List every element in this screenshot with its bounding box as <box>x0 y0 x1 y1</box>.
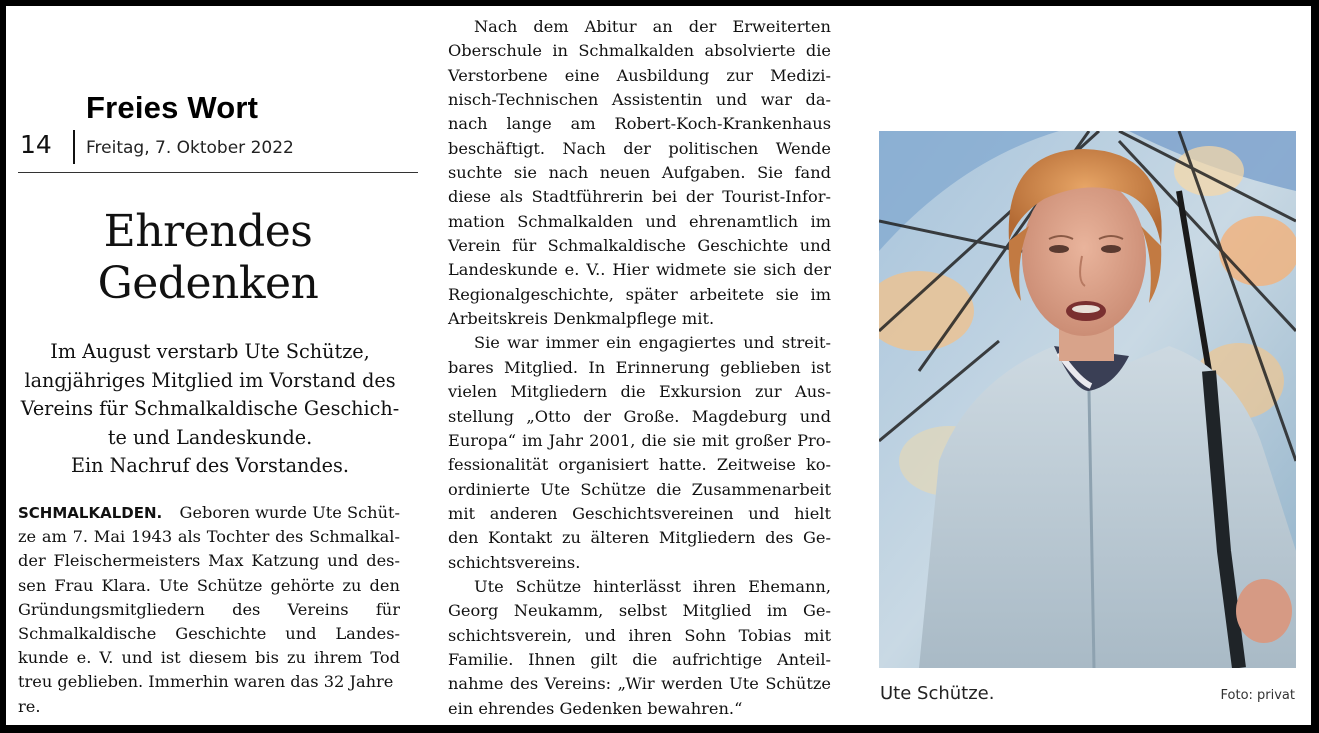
body-line <box>448 380 831 404</box>
body-line <box>448 307 831 331</box>
headline-line: Ehrendes <box>103 206 313 257</box>
body-text: Georg Neukamm, selbst Mitglied im Ge- <box>448 601 831 621</box>
body-line <box>448 429 831 453</box>
photo-caption: Ute Schütze. <box>880 683 995 704</box>
dateline: SCHMALKALDEN. <box>18 504 163 522</box>
body-text: stellung „Otto der Große. Magdeburg und <box>448 406 831 426</box>
word: Tod <box>370 648 400 668</box>
newspaper-page <box>6 6 1311 725</box>
body-text: den Kontakt zu älteren Mitgliedern des Ge- <box>448 528 831 548</box>
masthead-logo: Freies Wort <box>86 90 259 125</box>
word: sen <box>18 575 47 595</box>
word: re. <box>18 696 41 716</box>
page-header <box>18 128 418 173</box>
word: Max <box>208 551 244 571</box>
word: kunde <box>18 648 69 668</box>
word: Ute <box>159 575 189 595</box>
body-line <box>448 210 831 234</box>
body-line <box>448 258 831 282</box>
word: ihrem <box>314 648 363 668</box>
word: Schmalkal- <box>309 527 400 547</box>
body-text: nisch-Technischen Assistentin und war da- <box>448 90 831 110</box>
body-text: Arbeitskreis Denkmalpflege mit. <box>448 309 715 329</box>
word: Schütze <box>196 575 263 595</box>
portrait-photo <box>879 131 1296 668</box>
article-column-1 <box>18 501 400 719</box>
body-text: bares Mitglied. In Erinnerung geblieben ist <box>448 357 831 377</box>
body-line <box>448 672 831 696</box>
body-line <box>18 574 400 598</box>
body-line <box>18 670 400 694</box>
body-line <box>18 622 400 646</box>
word: Landes- <box>335 623 400 643</box>
headline-line: Gedenken <box>97 258 319 309</box>
body-line <box>448 161 831 185</box>
deck-line: te und Landeskunde. <box>107 425 313 449</box>
body-line <box>448 331 831 355</box>
body-text: Geboren wurde Ute Schüt- <box>179 503 400 522</box>
word: Katzung <box>251 551 320 571</box>
body-line <box>448 551 831 575</box>
body-text: diese als Stadtführerin bei der Tourist-Infor- <box>448 187 831 207</box>
body-line <box>18 549 400 573</box>
body-line <box>18 525 400 549</box>
body-text: mation Schmalkalden und ehrenamtlich im <box>448 211 831 231</box>
word: Gründungsmitgliedern <box>18 599 205 619</box>
body-line <box>448 137 831 161</box>
word: und <box>121 648 153 668</box>
word: Fleischermeisters <box>53 551 201 571</box>
word: und <box>327 551 359 571</box>
word: des- <box>366 551 400 571</box>
body-line <box>18 646 400 670</box>
body-line <box>448 356 831 380</box>
word: ze <box>18 527 37 547</box>
body-line <box>448 624 831 648</box>
word: Geschichte <box>175 623 267 643</box>
body-text: vielen Mitgliedern die Exkursion zur Aus- <box>448 382 831 402</box>
body-line <box>448 185 831 209</box>
body-line <box>448 112 831 136</box>
word: am <box>41 527 67 547</box>
body-line <box>448 405 831 429</box>
body-line <box>448 64 831 88</box>
body-text: Oberschule in Schmalkalden absolvierte die <box>448 41 831 61</box>
body-line <box>448 526 831 550</box>
body-text: schichtsvereins. <box>448 552 581 572</box>
photo-credit: Foto: privat <box>1220 688 1295 703</box>
body-text: Verein für Schmalkaldische Geschichte und <box>448 236 831 256</box>
body-text: Verstorbene eine Ausbildung zur Medizi- <box>448 65 831 85</box>
word: gehörte <box>270 575 335 595</box>
body-line <box>448 648 831 672</box>
body-text: Familie. Ihnen gilt die aufrichtige Anteil- <box>448 649 831 669</box>
body-line <box>448 15 831 39</box>
word: ist <box>160 648 181 668</box>
deck-line: Im August verstarb Ute Schütze, <box>50 340 370 363</box>
body-line <box>448 478 831 502</box>
word: und <box>285 623 317 643</box>
body-line <box>448 453 831 477</box>
body-text: suchte sie nach neuen Aufgaben. Sie fand <box>448 163 831 183</box>
issue-date: Freitag, 7. Oktober 2022 <box>86 138 294 158</box>
body-text: Ute Schütze hinterlässt ihren Ehemann, <box>474 576 831 596</box>
deck-line: Vereins für Schmalkaldische Geschich- <box>20 397 400 420</box>
word: als <box>177 527 201 547</box>
body-text: mit anderen Geschichtsvereinen und hielt <box>448 503 831 523</box>
body-line <box>18 501 400 525</box>
deck-line: langjähriges Mitglied im Vorstand des <box>24 368 396 392</box>
word: e. <box>76 648 92 668</box>
word: bis <box>255 648 279 668</box>
word: der <box>18 551 46 571</box>
word: diesem <box>188 648 248 668</box>
body-text: Landeskunde e. V.. Hier widmete sie sich der <box>448 260 831 280</box>
word: Schmalkaldische <box>18 623 157 643</box>
body-line <box>18 695 400 719</box>
body-text: Nach dem Abitur an der Erweiterten <box>474 17 831 36</box>
body-text: schichtsverein, und ihren Sohn Tobias mit <box>448 625 831 645</box>
body-text: Sie war immer ein engagiertes und streit- <box>474 333 831 353</box>
word: zu <box>342 575 362 595</box>
deck-line: Ein Nachruf des Vorstandes. <box>70 454 349 477</box>
header-divider <box>73 130 75 164</box>
word: des <box>232 599 261 619</box>
body-line <box>448 575 831 599</box>
word: Vereins <box>287 599 349 619</box>
body-text: beschäftigt. Nach der politischen Wende <box>448 138 831 158</box>
word: den <box>369 575 400 595</box>
word: des <box>275 527 304 547</box>
page-number: 14 <box>20 130 52 159</box>
body-line <box>448 234 831 258</box>
body-text: ordinierte Ute Schütze die Zusammenarbeit <box>448 479 831 499</box>
body-line <box>448 283 831 307</box>
body-text: Regionalgeschichte, später arbeitete sie im <box>448 284 831 304</box>
body-text: nach lange am Robert-Koch-Krankenhaus <box>448 114 831 134</box>
word: für <box>375 599 400 619</box>
deck <box>12 338 408 481</box>
word: zu <box>287 648 306 668</box>
body-text: nahme des Vereins: „Wir werden Ute Schütze <box>448 674 831 694</box>
word: Klara. <box>101 575 151 595</box>
body-line <box>18 598 400 622</box>
body-line <box>448 502 831 526</box>
body-text: Europa“ im Jahr 2001, die sie mit großer Pro- <box>448 430 831 450</box>
word: Tochter <box>206 527 270 547</box>
body-text: ein ehrendes Gedenken bewahren.“ <box>448 698 743 718</box>
word: V. <box>99 648 114 668</box>
word: 1943 <box>130 527 173 547</box>
word: Frau <box>54 575 94 595</box>
body-line <box>448 88 831 112</box>
body-text: treu geblieben. Immerhin waren das 32 Jahre <box>18 672 394 692</box>
body-line <box>448 697 831 721</box>
word: Mai <box>93 527 126 547</box>
body-line <box>448 599 831 623</box>
word: 7. <box>72 527 89 547</box>
headline <box>18 206 398 310</box>
article-column-2 <box>448 15 831 721</box>
body-line <box>448 39 831 63</box>
body-text: fessionalität organisiert hatte. Zeitweise ko- <box>448 455 831 475</box>
